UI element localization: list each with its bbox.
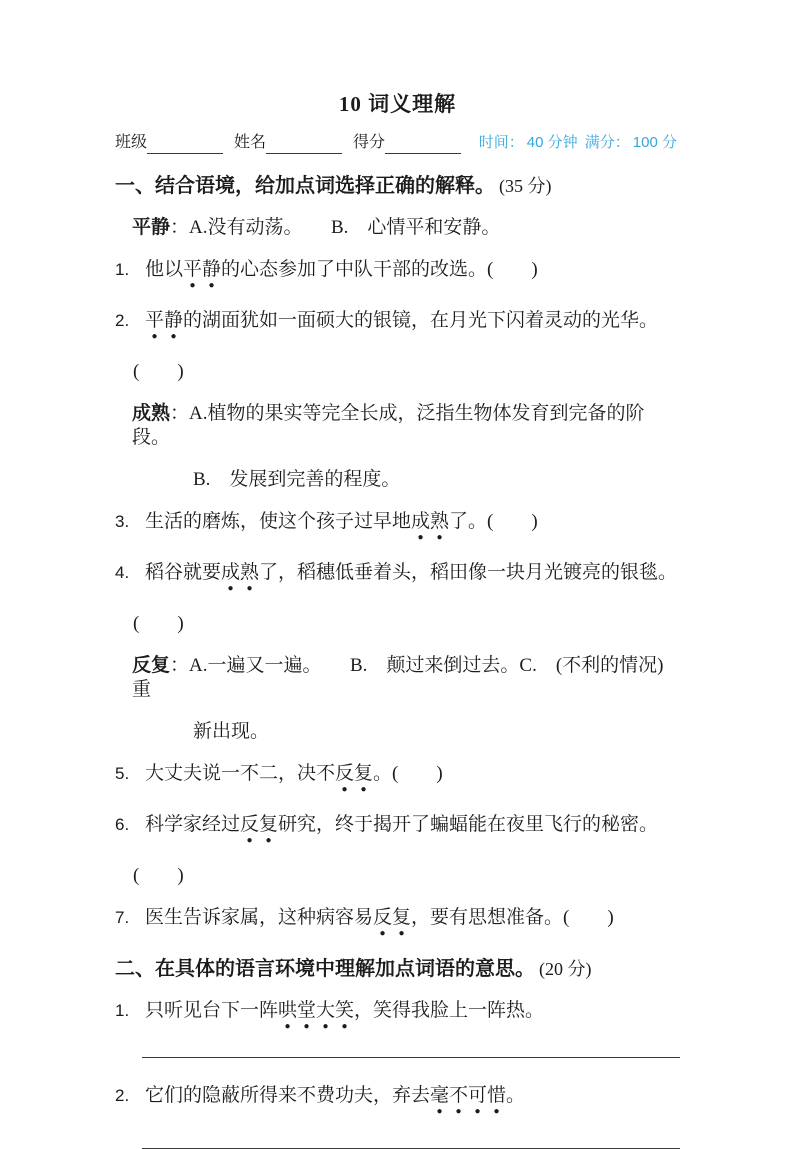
question-7 [115, 906, 680, 939]
emphasized-word: 平静 [145, 310, 184, 331]
section1-title: 一、结合语境，给加点词选择正确的解释。 [115, 175, 495, 197]
section2-points: (20 分) [539, 959, 592, 979]
question-text: 只听见台下一阵哄堂大笑，笑得我脸上一阵热。 [145, 1000, 545, 1021]
emphasized-word: 哄堂大笑 [278, 1000, 355, 1021]
section1-points: (35 分) [499, 176, 552, 196]
question-number: 6. [115, 815, 130, 834]
score-blank [385, 137, 461, 154]
question-number: 2. [115, 1086, 130, 1105]
definition-fanfu [132, 654, 680, 702]
question-2 [115, 309, 680, 342]
question-4 [115, 561, 680, 594]
question-number: 2. [115, 311, 130, 330]
time-label: 时间： [478, 134, 524, 151]
question-6-answer-bracket: ( ) [133, 865, 184, 886]
definition-pingjing [132, 216, 680, 240]
score-label: 得分 [353, 134, 386, 151]
definition-word: 平静 [132, 217, 171, 238]
question-number: 7. [115, 908, 130, 927]
question-text: 生活的磨炼，使这个孩子过早地成熟了。( ) [145, 511, 538, 532]
question-number: 4. [115, 563, 130, 582]
section1-heading [115, 174, 680, 198]
question-text: 医生告诉家属，这种病容易反复，要有思想准备。( ) [145, 907, 614, 928]
definition-word: 反复 [132, 655, 171, 676]
section2-question-1 [115, 999, 680, 1032]
question-6 [115, 813, 680, 846]
emphasized-word: 反复 [373, 907, 412, 928]
section2-title: 二、在具体的语言环境中理解加点词语的意思。 [115, 958, 535, 980]
question-text: 它们的隐蔽所得来不费功夫，弃去毫不可惜。 [145, 1085, 526, 1106]
question-2-answer-bracket: ( ) [133, 361, 184, 382]
emphasized-word: 反复 [335, 763, 374, 784]
emphasized-word: 成熟 [411, 511, 450, 532]
definition-word: 成熟 [132, 403, 171, 424]
section2-heading [115, 957, 680, 981]
definition-fanfu-line2: 新出现。 [193, 721, 270, 742]
class-blank [147, 137, 223, 154]
full-score-label: 满分： [584, 134, 630, 151]
worksheet-title: 10 词义理解 [338, 92, 457, 116]
question-3 [115, 510, 680, 543]
definition-chengshu [132, 402, 680, 450]
question-text: 平静的湖面犹如一面硕大的银镜，在月光下闪着灵动的光华。 [145, 310, 659, 331]
name-blank [266, 137, 342, 154]
time-score-info [479, 132, 680, 154]
question-4-answer-bracket: ( ) [133, 613, 184, 634]
definition-text: ：A.没有动荡。 B. 心情平和安静。 [170, 217, 501, 238]
definition-text: ：A.一遍又一遍。 B. 颠过来倒过去。C. (不利的情况)重 [132, 655, 664, 700]
emphasized-word: 毫不可惜 [430, 1085, 507, 1106]
question-number: 5. [115, 764, 130, 783]
header-row [115, 132, 680, 154]
question-number: 1. [115, 260, 130, 279]
question-text: 大丈夫说一不二，决不反复。( ) [145, 763, 443, 784]
definition-chengshu-line2: B. 发展到完善的程度。 [193, 469, 401, 490]
full-score-value: 100 分 [632, 134, 677, 151]
emphasized-word: 成熟 [221, 562, 260, 583]
question-number: 1. [115, 1001, 130, 1020]
question-number: 3. [115, 512, 130, 531]
time-value: 40 分钟 [526, 134, 578, 151]
question-text: 他以平静的心态参加了中队干部的改选。( ) [145, 259, 538, 280]
emphasized-word: 反复 [240, 814, 279, 835]
question-text: 稻谷就要成熟了，稻穗低垂着头，稻田像一块月光镀亮的银毯。 [145, 562, 678, 583]
section2-question-2 [115, 1084, 680, 1117]
question-5 [115, 762, 680, 795]
answer-blank-line-1 [142, 1056, 680, 1058]
class-label: 班级 [115, 134, 148, 151]
name-label: 姓名 [234, 134, 267, 151]
definition-text: ：A.植物的果实等完全长成，泛指生物体发育到完备的阶段。 [132, 403, 645, 448]
question-1 [115, 258, 680, 291]
question-text: 科学家经过反复研究，终于揭开了蝙蝠能在夜里飞行的秘密。 [145, 814, 659, 835]
emphasized-word: 平静 [183, 259, 222, 280]
